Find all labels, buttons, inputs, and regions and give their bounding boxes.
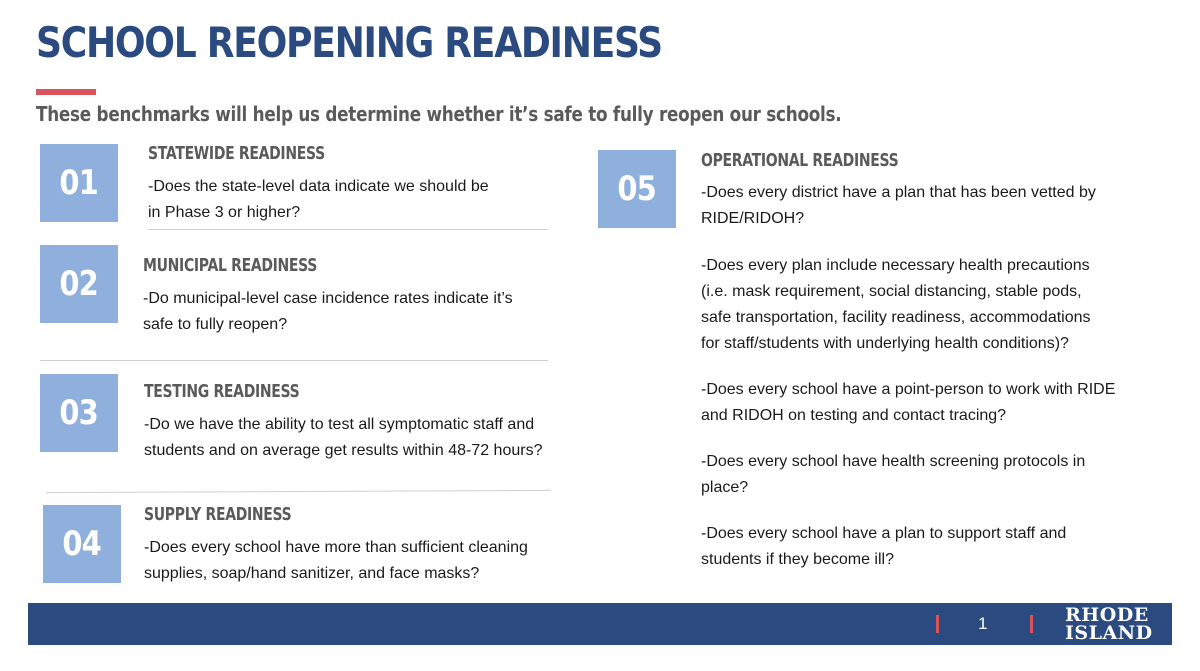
section-text-municipal: -Do municipal-level case incidence rates indicate it’s safe to fully reopen? (143, 290, 513, 333)
section-number-box-03: 03 (40, 374, 118, 452)
section-heading-statewide: STATEWIDE READINESS (148, 144, 325, 164)
section-number-box-01: 01 (40, 144, 118, 222)
footer-separator-left (936, 615, 939, 633)
page-number: 1 (978, 614, 988, 633)
section-number-box-04: 04 (43, 505, 121, 583)
operational-item-3: -Does every school have a point-person to work with RIDE and RIDOH on testing and contact tracing? (701, 381, 1116, 424)
section-text-supply: -Does every school have more than sufficient cleaning supplies, soap/hand sanitizer, and face masks? (144, 539, 528, 582)
section-heading-operational: OPERATIONAL READINESS (701, 151, 899, 171)
divider-line (148, 229, 548, 230)
divider-line (46, 490, 551, 493)
rhode-island-logo (1065, 606, 1153, 642)
page-title: SCHOOL REOPENING READINESS (36, 18, 662, 67)
section-heading-supply: SUPPLY READINESS (144, 505, 292, 525)
section-text-testing: -Do we have the ability to test all symptomatic staff and students and on average get results within 48-72 hours? (144, 416, 543, 459)
operational-item-1: -Does every district have a plan that has been vetted by RIDE/RIDOH? (701, 184, 1096, 227)
section-heading-testing: TESTING READINESS (144, 382, 300, 402)
footer-bar (28, 603, 1172, 645)
logo-line-1: RHODE (1065, 604, 1149, 626)
logo-line-2: ISLAND (1065, 622, 1153, 644)
operational-item-5: -Does every school have a plan to support staff and students if they become ill? (701, 525, 1067, 568)
footer-separator-right (1030, 615, 1033, 633)
section-text-statewide: -Does the state-level data indicate we should be in Phase 3 or higher? (148, 178, 489, 221)
section-number-box-02: 02 (40, 245, 118, 323)
section-heading-municipal: MUNICIPAL READINESS (143, 256, 318, 276)
operational-item-2: -Does every plan include necessary health precautions (i.e. mask requirement, social distancing, stable pods, safe transportation, facility readiness, accommodations for staff/students with underlying health conditions)? (701, 257, 1091, 352)
page-subtitle: These benchmarks will help us determine whether it’s safe to fully reopen our schools. (36, 102, 842, 126)
divider-line (40, 360, 548, 361)
title-accent-bar (36, 89, 96, 95)
section-number-box-05: 05 (598, 150, 676, 228)
operational-item-4: -Does every school have health screening protocols in place? (701, 453, 1086, 496)
